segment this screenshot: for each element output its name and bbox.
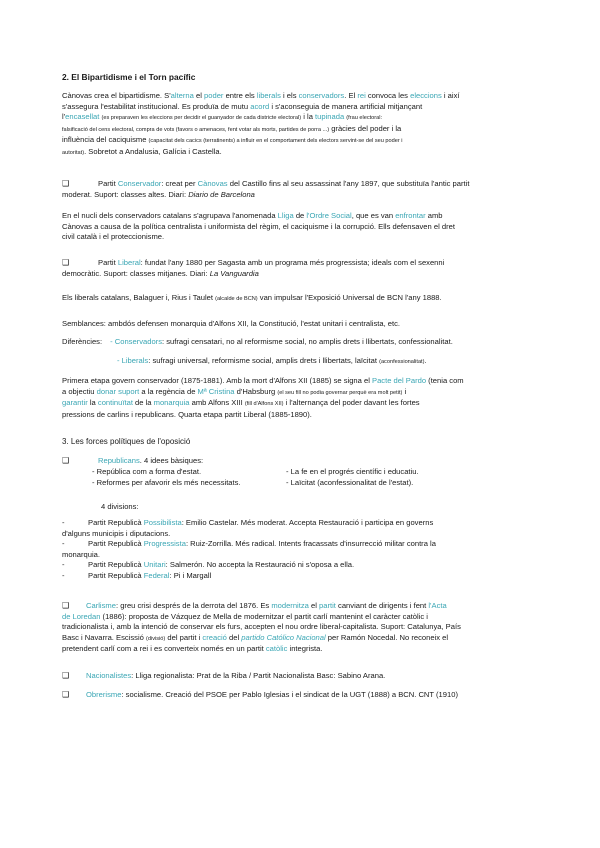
highlight: rei [357,91,366,100]
text: i així [441,91,460,100]
party-item [62,518,552,529]
text: Partit Republicà [88,518,144,527]
text: per Ramón Nocedal. No reconeix el [325,632,449,642]
text: , que es van [351,211,396,220]
text: : socialisme. Creació del PSOE per Pablo Iglesias i el sindicat de la UGT (1888) a BCN. CNT (1910) [121,690,458,699]
highlight: Cànovas [197,179,228,188]
text: el [308,601,320,610]
paragraph-etapes [62,376,552,420]
text: : Pi i Margall [169,570,212,580]
bullet-republicans [62,456,552,467]
text: moderat. Suport: classes altes. Diari: [62,189,189,199]
ideas-list [92,467,552,489]
idea-item: - República com a forma d'estat. [92,467,202,476]
highlight: l'Acta [428,601,447,610]
highlight: Republicans [98,456,140,465]
party-item [62,539,552,550]
highlight: - Conservadors [110,337,163,346]
text-line: tradicionalista i, amb la intenció de conservar els furs, accepten el nou ordre liberal-capitalista. Suport: Catalunya, País [62,622,461,632]
text: integrista. [287,644,323,654]
highlight: Possibilista [143,518,182,527]
highlight: Conservador [117,179,162,188]
idea-item: - Reformes per afavorir els més necessitats. [92,478,241,487]
highlight: Unitari [143,560,166,570]
text: Partit Republicà [88,560,144,570]
highlight: partit [319,601,336,610]
checkbox-bullet-icon: ❑ [62,258,70,267]
highlight: acord [250,101,270,111]
highlight: de Loredan [62,611,101,621]
party-item [62,560,552,571]
dash: - [62,560,65,570]
text: democràtic. Suport: classes mitjanes. Diari: [62,268,210,278]
small-note: (el seu fill no podia governar perquè era molt petit) [277,389,403,396]
text: . El [344,91,358,100]
semblances: Semblances: ambdós defensen monarquia d'Alfons XII, la Constitució, l'estat unitari i centralista, etc. [62,319,401,328]
text: canviant de dirigents i fent [335,601,429,610]
text: : Lliga regionalista: Prat de la Riba / Partit Nacionalista Basc: Sabino Arana. [131,671,386,680]
text: : creat per [161,179,198,188]
bullet-conservador [62,179,552,200]
paragraph-catalan-liberals [62,293,552,305]
paragraph-bipartidisme [62,91,552,159]
text: En el nucli dels conservadors catalans s'agrupava l'anomenada [62,211,278,220]
text: s'assegura l'estabilitat institucional. Es produïa de mutu [62,101,251,111]
text: Cànovas crea el bipartidisme. S' [62,91,171,100]
highlight: Carlisme [86,601,116,610]
bullet-liberal [62,258,552,279]
dash: - [62,570,65,580]
text: : Ruiz-Zorrilla. Més radical. Intents fracassats d'insurrecció militar contra la [185,539,436,549]
text: i la [301,112,316,122]
text: el [193,91,205,100]
text: entre els [223,91,257,100]
bullet-nacionalistes [62,671,552,682]
section-2-heading: 2. El Bipartidisme i el Torn pacífic [62,72,196,82]
small-note: (es preparaven les eleccions per decidir el guanyador de cada districte electoral) [101,115,302,122]
highlight: l'Ordre Social [306,211,352,220]
dash: - [62,518,65,527]
text: gràcies del poder i la [329,123,402,133]
text: (1886): proposta de Vázquez de Mella de modernitzar el partit carlí mantenint el caràcter catòlic i [100,611,428,621]
highlight: Federal [143,570,170,580]
text-line: civil català i el proteccionisme. [62,232,165,242]
text: i [402,386,407,396]
text: . Sobretot a Andalusia, Galícia i Castella. [84,146,222,156]
text: del [226,632,242,642]
party-item [62,571,552,582]
bullet-carlisme [62,601,552,655]
text-line: d'alguns municipis i diputacions. [62,528,171,538]
checkbox-bullet-icon: ❑ [62,456,70,465]
text: : greu crisi després de la derrota del 1876. Es [115,601,272,610]
text: Partit Republicà [88,539,144,549]
small-note: (frau electoral: [346,115,383,122]
label: Diferències: [62,337,103,346]
text: la [87,398,98,408]
text: i els [280,91,299,100]
highlight: continuïtat [97,398,133,408]
highlight: donar suport [96,386,140,396]
idea-item: - Laïcitat (aconfessionalitat de l'estat). [286,478,414,487]
text: del Castillo fins al seu assassinat l'any 1897, que substituïa l'antic partit [227,179,470,188]
highlight: tupinada [315,112,345,122]
text-line: pressions de carlins i republicans. Quarta etapa partit Liberal (1885-1890). [62,409,312,419]
newspaper-name: La Vanguardia [209,268,259,278]
highlight: alterna [170,91,194,100]
divisions-label: 4 divisions: [101,502,139,511]
text: : fundat l'any 1880 per Sagasta amb un programa més progressista; ideals com el sexenni [140,258,445,267]
text: van impulsar l'Exposició Universal de BCN l'any 1888. [257,293,442,302]
republican-parties [62,518,552,582]
highlight: poder [204,91,224,100]
text: : Salmerón. No accepta la Restauració ni s'oposa a ella. [165,560,355,570]
small-note: autoritat) [62,149,85,156]
highlight: Liberal [117,258,141,267]
highlight: partido Católico Nacional [241,632,326,642]
text: d'Habsburg [234,386,278,396]
text: i s'aconseguia de manera artificial mitjançant [269,101,423,111]
bullet-obrerisme [62,690,552,701]
highlight: conservadors [298,91,345,100]
highlight: monarquia [153,398,190,408]
text: de [293,211,307,220]
paragraph-lliga [62,211,552,243]
text: Els liberals catalans, Balaguer i, Rius i Taulet [62,293,216,302]
small-note: (capacitat dels cacics (terratinents) a influir en el comportament dels electors servint-se del seu poder i [148,138,403,145]
text: . 4 idees bàsiques: [139,456,204,465]
text: de la [132,398,154,408]
highlight: creació [202,632,227,642]
highlight: Obrerisme [86,690,122,699]
text-line: Cànovas a causa de la política centralista i uniformista del règim, el caciquisme i la corrupció. Ells defensaven el dret [62,221,455,231]
highlight: liberals [256,91,281,100]
text: Partit [98,258,118,267]
text: Partit [98,179,118,188]
text: pretendent carlí com a rei i es converteix només en un partit [62,644,266,654]
small-note: (divisió) [145,635,166,642]
highlight: Progressista [143,539,186,549]
checkbox-bullet-icon: ❑ [62,690,70,699]
idea-item: - La fe en el progrés científic i educatiu. [286,467,419,476]
text: del partit i [165,632,203,642]
checkbox-bullet-icon: ❑ [62,601,70,610]
text: Primera etapa govern conservador (1875-1881). Amb la mort d'Alfons XII (1885) se signa el [62,376,373,385]
small-note: falsificació del cens electoral, compra de vots (favors o amenaces, fent votar als morts, partides de porra ...) [62,126,330,133]
text: : sufragi universal, reformisme social, amplis drets i llibertats, laïcitat [148,355,380,365]
text: influència del caciquisme [62,135,149,145]
highlight: Nacionalistes [86,671,132,680]
diferencies [62,337,552,367]
text: amb Alfons XIII [189,398,245,408]
text: i l'alternança del poder davant les fortes [283,398,420,408]
highlight: encasellat [65,112,100,122]
text: : sufragi censatari, no al reformisme social, no amplis drets i llibertats, confessionalitat. [162,337,453,346]
highlight: garantir [62,398,88,408]
small-note: (fill d'Alfons XII) [244,401,284,408]
highlight: Mª Cristina [197,386,235,396]
text: . [424,355,427,365]
text: Basc i Navarra. Escissió [62,632,146,642]
text: l' [62,112,66,122]
checkbox-bullet-icon: ❑ [62,671,70,680]
text: convoca les [365,91,411,100]
small-note: (aconfessionalitat) [379,358,425,365]
highlight: - Liberals [117,355,149,365]
section-3-heading: 3. Les forces polítiques de l'oposició [62,437,191,446]
newspaper-name: Diario de Barcelona [188,189,255,199]
highlight: modernitza [271,601,309,610]
text: amb [425,211,443,220]
highlight: Pacte del Pardo [372,376,427,385]
text: Partit Republicà [88,570,144,580]
text: a objectiu [62,386,97,396]
small-note: (alcalde de BCN) [215,296,258,302]
text-line: monarquia. [62,549,100,559]
highlight: Lliga [277,211,294,220]
text: (tenia com [426,376,464,385]
text: : Emilio Castelar. Més moderat. Accepta Restauració i participa en governs [181,518,434,527]
checkbox-bullet-icon: ❑ [62,179,70,188]
dash: - [62,539,65,549]
highlight: eleccions [410,91,442,100]
highlight: enfrontar [395,211,426,220]
highlight: catòlic [265,644,288,654]
text: a la regència de [139,386,198,396]
